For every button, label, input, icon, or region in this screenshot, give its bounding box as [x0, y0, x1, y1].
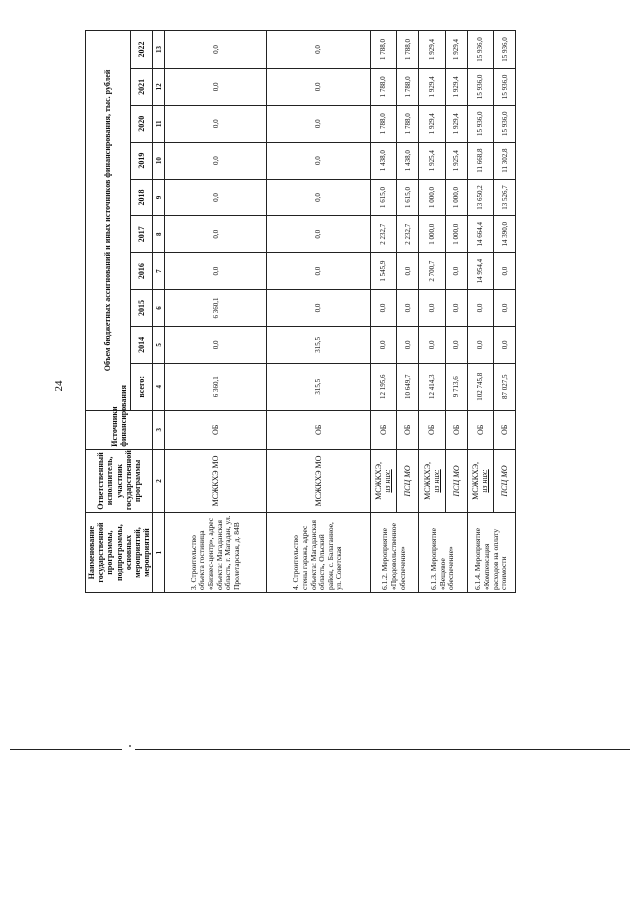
row-source: ОБ [370, 410, 396, 449]
row-source: ОБ [419, 410, 445, 449]
row-value: 0,0 [370, 290, 396, 327]
table-row [165, 31, 267, 593]
table-row [419, 31, 445, 593]
row-value: 0,0 [165, 179, 267, 216]
row-executor: МСЖКХЭ, [422, 462, 432, 500]
column-number: 6 [153, 290, 165, 327]
column-number: 1 [153, 513, 165, 593]
row-executor-note: из них: [383, 469, 393, 493]
row-value: 1 788,0 [370, 105, 396, 142]
row-value: 13 526,7 [494, 179, 516, 216]
row-value: 0,0 [494, 253, 516, 290]
header-year: 2019 [130, 142, 152, 179]
row-value: 0,0 [397, 326, 419, 363]
row-value: 0,0 [165, 326, 267, 363]
row-value: 0,0 [266, 105, 370, 142]
row-value: 14 390,0 [494, 216, 516, 253]
row-executor: ПСЦ МО [494, 449, 516, 512]
row-name: 4. Строительство стены гаража, адрес объекта: Магаданская область, Ольский район, с. Балаганное, ул. Советская [266, 513, 370, 593]
row-value: 11 302,8 [494, 142, 516, 179]
row-value: 9 713,6 [445, 363, 467, 410]
row-value: 0,0 [419, 290, 445, 327]
row-value: 1 438,0 [397, 142, 419, 179]
row-value: 0,0 [445, 290, 467, 327]
row-value: 315,5 [266, 363, 370, 410]
row-value: 15 936,0 [467, 69, 493, 106]
row-name: 6.1.2. Мероприятие «Продовольственное обеспечение» [370, 513, 419, 593]
row-value: 1 788,0 [370, 69, 396, 106]
column-number: 4 [153, 363, 165, 410]
row-value: 12 195,6 [370, 363, 396, 410]
row-value: 315,5 [266, 326, 370, 363]
row-value: 1 788,0 [397, 105, 419, 142]
column-number: 9 [153, 179, 165, 216]
row-executor: МСЖКХЭ, [374, 462, 384, 500]
row-value: 1 925,4 [419, 142, 445, 179]
header-year: 2021 [130, 69, 152, 106]
table-row [445, 31, 467, 593]
row-source: ОБ [445, 410, 467, 449]
header-year: 2020 [130, 105, 152, 142]
row-value: 0,0 [165, 216, 267, 253]
header-year: 2022 [130, 31, 152, 69]
row-value: 1 615,0 [397, 179, 419, 216]
row-value: 1 000,0 [445, 216, 467, 253]
row-value: 1 000,0 [445, 179, 467, 216]
row-name: 6.1.3. Мероприятие «Вещевое обеспечение» [419, 513, 468, 593]
row-value: 0,0 [467, 326, 493, 363]
row-value: 0,0 [370, 326, 396, 363]
row-value: 1 929,4 [419, 105, 445, 142]
table-row [467, 31, 493, 593]
row-executor: ПСЦ МО [397, 449, 419, 512]
row-value: 15 936,0 [467, 31, 493, 69]
table-wrapper [85, 30, 515, 593]
column-number: 3 [153, 410, 165, 449]
row-value: 87 027,5 [494, 363, 516, 410]
column-number: 12 [153, 69, 165, 106]
row-value: 0,0 [494, 290, 516, 327]
row-value: 15 936,0 [467, 105, 493, 142]
column-number: 11 [153, 105, 165, 142]
row-value: 0,0 [266, 179, 370, 216]
row-value: 1 929,4 [445, 105, 467, 142]
page-divider-right [135, 749, 630, 750]
column-number: 7 [153, 253, 165, 290]
header-year: 2015 [130, 290, 152, 327]
row-source: ОБ [397, 410, 419, 449]
row-value: 1 000,0 [419, 216, 445, 253]
header-year: 2017 [130, 216, 152, 253]
row-value: 1 929,4 [445, 31, 467, 69]
row-source: ОБ [165, 410, 267, 449]
row-value: 0,0 [165, 69, 267, 106]
row-value: 0,0 [266, 290, 370, 327]
row-value: 0,0 [397, 290, 419, 327]
row-value: 2 232,7 [397, 216, 419, 253]
row-value: 15 936,0 [494, 105, 516, 142]
row-value: 1 788,0 [397, 69, 419, 106]
header-total: всего: [130, 363, 152, 410]
row-name: 6.1.4. Мероприятие «Компенсация расходов на оплату стоимости [467, 513, 516, 593]
row-value: 1 929,4 [445, 69, 467, 106]
row-source: ОБ [467, 410, 493, 449]
row-value: 12 414,3 [419, 363, 445, 410]
header-name: Наименование государственной программы, подпрограммы, основных мероприятий, мероприятий [86, 513, 153, 593]
row-value: 10 649,7 [397, 363, 419, 410]
table-row [494, 31, 516, 593]
row-executor-note: из них: [431, 469, 441, 493]
scan-speck [129, 745, 131, 747]
row-value: 6 360,1 [165, 290, 267, 327]
row-value: 6 360,1 [165, 363, 267, 410]
row-executor: МСЖКХЭ МО [165, 449, 267, 512]
row-value: 1 925,4 [445, 142, 467, 179]
row-value: 1 438,0 [370, 142, 396, 179]
row-value: 15 936,0 [494, 31, 516, 69]
row-value: 0,0 [397, 253, 419, 290]
budget-table [85, 30, 516, 593]
column-number: 8 [153, 216, 165, 253]
header-year: 2014 [130, 326, 152, 363]
row-executor: МСЖКХЭ МО [266, 449, 370, 512]
row-value: 11 668,8 [467, 142, 493, 179]
row-value: 0,0 [266, 69, 370, 106]
row-value: 0,0 [467, 290, 493, 327]
row-value: 1 615,0 [370, 179, 396, 216]
page-divider-left [10, 749, 122, 750]
row-value: 15 936,0 [494, 69, 516, 106]
row-value: 0,0 [494, 326, 516, 363]
row-value: 1 788,0 [370, 31, 396, 69]
header-source: Источники финансирования [86, 410, 153, 449]
row-value: 14 954,4 [467, 253, 493, 290]
header-volume: Объем бюджетных ассигнований и иных источников финансирования, тыс. рублей [86, 31, 131, 411]
table-row [266, 31, 370, 593]
page-number: 24 [53, 380, 65, 392]
row-name: 3. Строительство объекта гостиница «Бизнес-центр», адрес объекта: Магаданская область, г. Магадан, ул. Пролетарская, д. 84В [165, 513, 267, 593]
row-value: 0,0 [266, 253, 370, 290]
row-value: 0,0 [445, 326, 467, 363]
row-value: 13 650,2 [467, 179, 493, 216]
column-number: 5 [153, 326, 165, 363]
row-value: 0,0 [165, 31, 267, 69]
row-value: 0,0 [165, 253, 267, 290]
column-number: 2 [153, 449, 165, 512]
row-value: 102 745,8 [467, 363, 493, 410]
row-value: 0,0 [419, 326, 445, 363]
row-value: 0,0 [445, 253, 467, 290]
table-row [397, 31, 419, 593]
column-number: 10 [153, 142, 165, 179]
row-value: 2 232,7 [370, 216, 396, 253]
row-value: 1 545,9 [370, 253, 396, 290]
row-executor: ПСЦ МО [445, 449, 467, 512]
row-value: 1 929,4 [419, 69, 445, 106]
column-number: 13 [153, 31, 165, 69]
row-value: 0,0 [165, 105, 267, 142]
row-value: 0,0 [266, 216, 370, 253]
header-executor: Ответственный исполнитель, участник государственной программы [86, 449, 153, 512]
row-value: 14 664,4 [467, 216, 493, 253]
row-value: 0,0 [165, 142, 267, 179]
header-year: 2018 [130, 179, 152, 216]
row-value: 0,0 [266, 142, 370, 179]
row-executor-note: из них: [480, 469, 490, 493]
row-source: ОБ [266, 410, 370, 449]
row-value: 0,0 [266, 31, 370, 69]
row-value: 1 000,0 [419, 179, 445, 216]
row-executor: МСЖКХЭ, [471, 462, 481, 500]
row-value: 1 929,4 [419, 31, 445, 69]
row-value: 1 788,0 [397, 31, 419, 69]
header-year: 2016 [130, 253, 152, 290]
row-value: 2 700,7 [419, 253, 445, 290]
table-row [370, 31, 396, 593]
row-source: ОБ [494, 410, 516, 449]
